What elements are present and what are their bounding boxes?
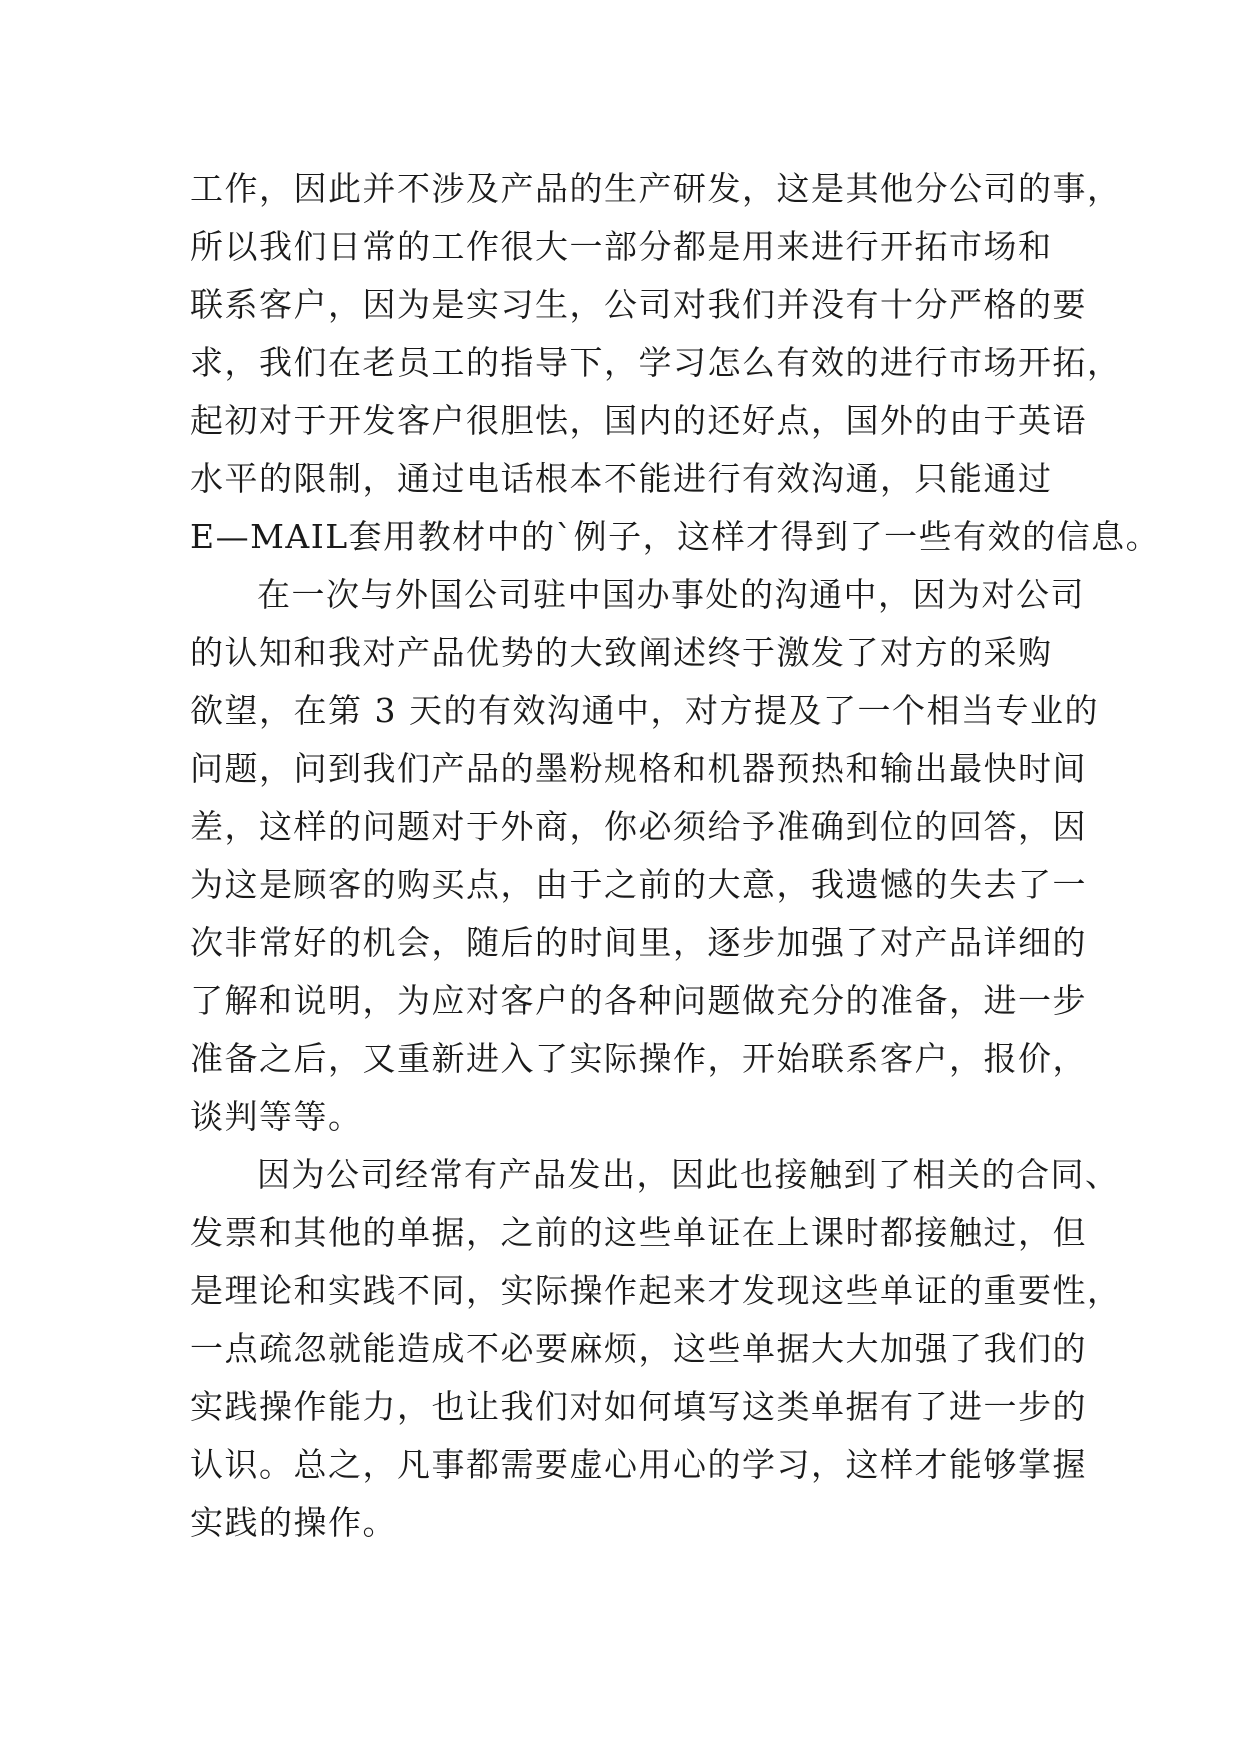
text-line: 因为公司经常有产品发出，因此也接触到了相关的合同、 (257, 1155, 1120, 1194)
text-line: 求，我们在老员工的指导下，学习怎么有效的进行市场开拓， (190, 343, 1122, 382)
text-line: 实践的操作。 (190, 1503, 397, 1542)
text-line: 差，这样的问题对于外商，你必须给予准确到位的回答，因 (190, 807, 1087, 846)
paragraph-2 (190, 566, 1099, 1146)
paragraph-1 (190, 160, 1161, 566)
text-line: 发票和其他的单据，之前的这些单证在上课时都接触过，但 (190, 1213, 1087, 1252)
text-line: 准备之后，又重新进入了实际操作，开始联系客户，报价， (190, 1039, 1087, 1078)
text-line: 起初对于开发客户很胆怯，国内的还好点，国外的由于英语 (190, 401, 1087, 440)
text-line: 问题，问到我们产品的墨粉规格和机器预热和输出最快时间 (190, 749, 1087, 788)
text-line: 谈判等等。 (190, 1097, 363, 1136)
text-line: 所以我们日常的工作很大一部分都是用来进行开拓市场和 (190, 227, 1053, 266)
text-line: 一点疏忽就能造成不必要麻烦，这些单据大大加强了我们的 (190, 1329, 1087, 1368)
text-line: 为这是顾客的购买点，由于之前的大意，我遗憾的失去了一 (190, 865, 1087, 904)
text-line: 在一次与外国公司驻中国办事处的沟通中，因为对公司 (257, 575, 1085, 614)
document-body (190, 160, 1161, 1552)
text-line: 工作，因此并不涉及产品的生产研发，这是其他分公司的事， (190, 169, 1122, 208)
text-line: 实践操作能力，也让我们对如何填写这类单据有了进一步的 (190, 1387, 1087, 1426)
text-line: 了解和说明，为应对客户的各种问题做充分的准备，进一步 (190, 981, 1087, 1020)
text-line: E—MAIL套用教材中的`例子，这样才得到了一些有效的信息。 (190, 517, 1161, 556)
text-line: 联系客户，因为是实习生，公司对我们并没有十分严格的要 (190, 285, 1087, 324)
text-line: 的认知和我对产品优势的大致阐述终于激发了对方的采购 (190, 633, 1053, 672)
text-line: 水平的限制，通过电话根本不能进行有效沟通，只能通过 (190, 459, 1053, 498)
text-line: 认识。总之，凡事都需要虚心用心的学习，这样才能够掌握 (190, 1445, 1087, 1484)
text-line: 是理论和实践不同，实际操作起来才发现这些单证的重要性， (190, 1271, 1122, 1310)
text-line: 欲望，在第 3 天的有效沟通中，对方提及了一个相当专业的 (190, 691, 1099, 730)
text-line: 次非常好的机会，随后的时间里，逐步加强了对产品详细的 (190, 923, 1087, 962)
paragraph-3 (190, 1146, 1122, 1552)
